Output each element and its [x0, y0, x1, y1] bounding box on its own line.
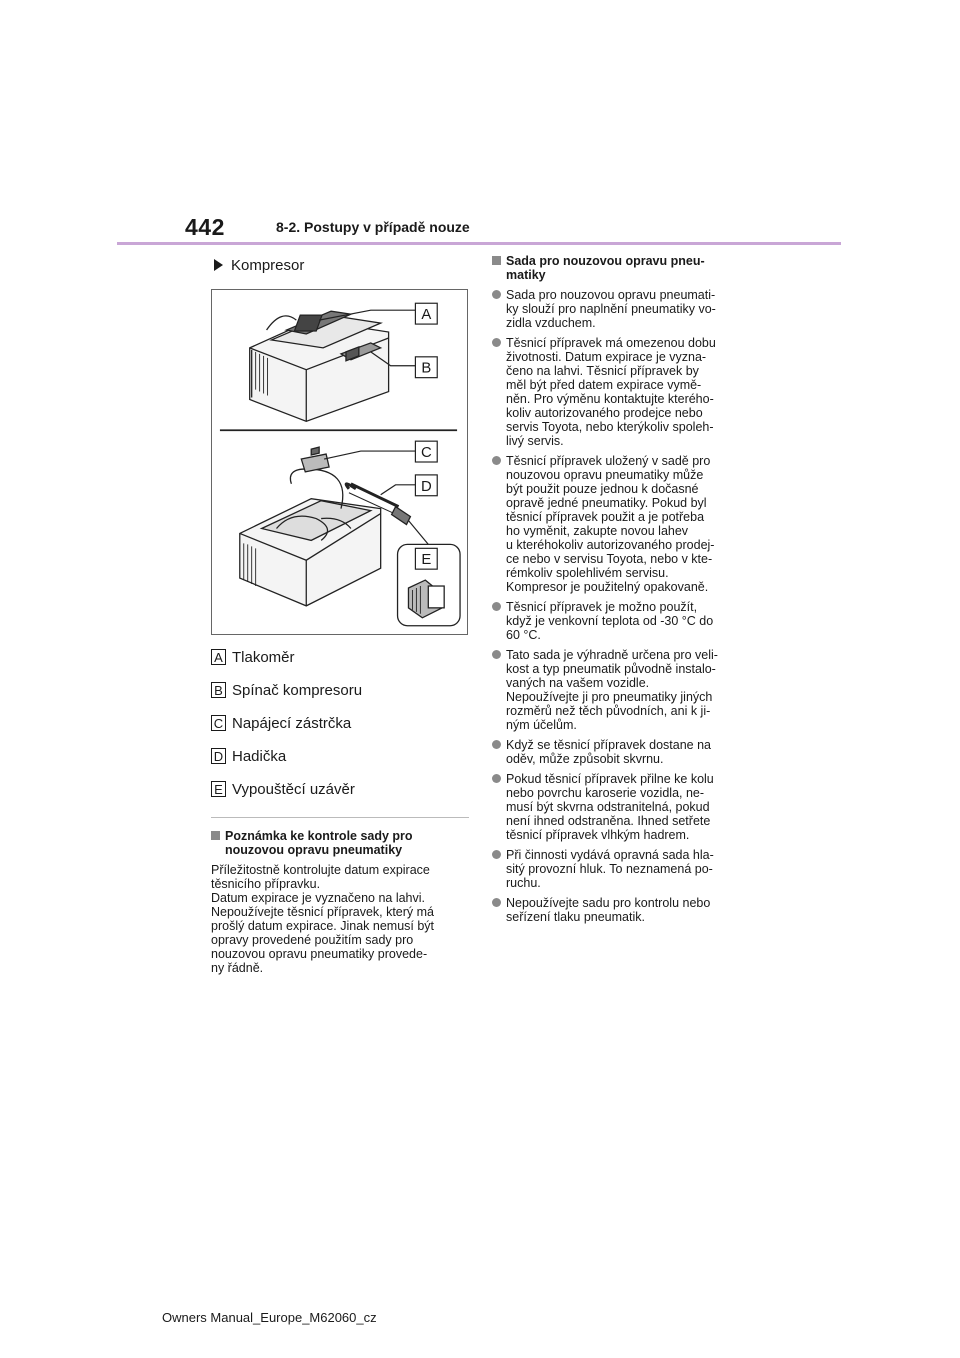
- label-d: D: [420, 478, 432, 495]
- page-number: 442: [185, 214, 225, 240]
- note-section: [211, 829, 469, 975]
- bullet-item: [492, 738, 762, 766]
- bullet-item: [492, 454, 762, 594]
- square-bullet-icon: [211, 831, 220, 840]
- compressor-illustration: [211, 289, 468, 635]
- legend-item: [211, 745, 469, 767]
- legend-text: Tlakoměr: [232, 648, 295, 666]
- note-divider: [211, 817, 469, 818]
- legend-text: Spínač kompresoru: [232, 681, 363, 699]
- bullet-text: Tato sada je výhradně určena pro veli- kost a typ pneumatik původně instalo- vaných na vašem vozidle. Nepoužívejte ji pro pneumatiky jiných rozměrů než těch původních, ani k ji- ným účelům.: [506, 648, 718, 732]
- legend-letter-box: B: [211, 682, 226, 698]
- bullet-text: Při činnosti vydává opravná sada hla- sitý provozní hluk. To neznamená po- ruchu.: [506, 848, 714, 890]
- compressor-bottom-view: [240, 447, 411, 606]
- header-rule: [117, 242, 841, 245]
- bullet-text: Sada pro nouzovou opravu pneumati- ky slouží pro naplnění pneumatiky vo- zidla vzduchem.: [506, 288, 716, 330]
- compressor-drawing: [212, 290, 467, 634]
- legend-item: [211, 712, 469, 734]
- legend-text: Hadička: [232, 747, 287, 765]
- bullet-item: [492, 600, 762, 642]
- legend-letter-box: A: [211, 649, 226, 665]
- note-heading: [211, 829, 469, 857]
- label-c: C: [420, 445, 432, 462]
- round-bullet-icon: [492, 456, 501, 465]
- label-b: B: [421, 360, 432, 377]
- round-bullet-icon: [492, 650, 501, 659]
- bullet-text: Těsnicí přípravek má omezenou dobu životnosti. Datum expirace je vyzna- čeno na lahvi. Těsnicí přípravek by měl být před datem expirace vymě- něn. Pro výměnu kontaktujte kterého- koliv autorizovaného prodejce nebo servis Toyota, nebo kterýkoliv spoleh- livý servis.: [506, 336, 716, 448]
- bullet-text: Těsnicí přípravek uložený v sadě pro nouzovou opravu pneumatiky může být použit pouze jednou k dočasné opravě jedné pneumatiky. Pokud byl těsnicí přípravek použit a je potřeba ho vyměnit, zakupte novou lahev u kteréhokoliv autorizovaného prodej- ce nebo v servisu Toyota, nebo v kte- rémkoliv spolehlivém servisu. Kompresor je použitelný opakovaně.: [506, 454, 715, 594]
- legend-item: [211, 778, 469, 800]
- figure-labels: [415, 303, 437, 569]
- kit-heading: [492, 254, 762, 282]
- round-bullet-icon: [492, 850, 501, 859]
- compressor-top-view: [250, 311, 389, 421]
- footer-text: Owners Manual_Europe_M62060_cz: [162, 1310, 377, 1325]
- note-paragraph: Příležitostně kontrolujte datum expirace těsnicího přípravku. Datum expirace je vyznačeno na lahvi. Nepoužívejte těsnicí přípravek, který má prošlý datum expirace. Jinak nemusí být opravy provedené použitím sady pro nouzovou opravu pneumatiky provede- ny řádně.: [211, 863, 435, 975]
- triangle-arrow-icon: [214, 259, 223, 271]
- legend-item: [211, 646, 469, 668]
- square-bullet-icon: [492, 256, 501, 265]
- bullet-item: [492, 288, 762, 330]
- right-column: [492, 254, 762, 924]
- section-title: 8-2. Postupy v případě nouze: [276, 219, 470, 235]
- label-e: E: [421, 552, 432, 569]
- bullet-text: Pokud těsnicí přípravek přilne ke kolu nebo povrchu karoserie vozidla, ne- musí být skvrna odstranitelná, pokud není ihned odstraněna. Ihned setřete těsnicí přípravek vlhkým hadrem.: [506, 772, 714, 842]
- label-a: A: [421, 307, 432, 324]
- legend-text: Napájecí zástrčka: [232, 714, 352, 732]
- round-bullet-icon: [492, 898, 501, 907]
- note-heading-text: Poznámka ke kontrole sady pro nouzovou opravu pneumatiky: [225, 829, 413, 857]
- bullet-item: [492, 336, 762, 448]
- round-bullet-icon: [492, 740, 501, 749]
- round-bullet-icon: [492, 338, 501, 347]
- legend-letter-box: C: [211, 715, 226, 731]
- left-column: [211, 254, 469, 276]
- kit-heading-text: Sada pro nouzovou opravu pneu- matiky: [506, 254, 705, 282]
- legend-list: [211, 646, 469, 811]
- bullet-item: [492, 848, 762, 890]
- round-bullet-icon: [492, 602, 501, 611]
- round-bullet-icon: [492, 774, 501, 783]
- kompresor-heading-text: Kompresor: [231, 256, 305, 274]
- bullet-item: [492, 648, 762, 732]
- kompresor-heading: [211, 254, 469, 276]
- legend-text: Vypouštěcí uzávěr: [232, 780, 355, 798]
- bullet-text: Nepoužívejte sadu pro kontrolu nebo seřízení tlaku pneumatik.: [506, 896, 711, 924]
- bullet-text: Těsnicí přípravek je možno použít, když je venkovní teplota od -30 °C do 60 °C.: [506, 600, 714, 642]
- bullet-item: [492, 772, 762, 842]
- round-bullet-icon: [492, 290, 501, 299]
- bullet-text: Když se těsnicí přípravek dostane na oděv, může způsobit skvrnu.: [506, 738, 711, 766]
- bullet-item: [492, 896, 762, 924]
- legend-item: [211, 679, 469, 701]
- legend-letter-box: E: [211, 781, 226, 797]
- legend-letter-box: D: [211, 748, 226, 764]
